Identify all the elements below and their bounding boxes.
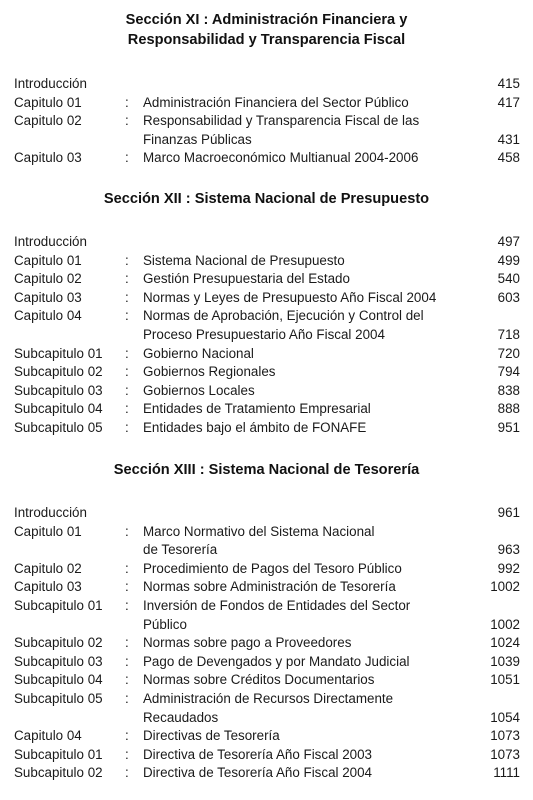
- entry-separator: :: [125, 113, 129, 129]
- entry-title: Directivas de Tesorería: [143, 728, 280, 744]
- entry-separator: :: [125, 560, 129, 576]
- entry-page-number: 1073: [490, 728, 520, 744]
- entry-label: Capitulo 02: [14, 271, 82, 287]
- entry-separator: :: [125, 635, 129, 651]
- toc-entry: [0, 381, 533, 400]
- entry-separator: :: [125, 94, 129, 110]
- toc-entry: [0, 130, 533, 149]
- entry-separator: :: [125, 672, 129, 688]
- entry-label: Capitulo 04: [14, 728, 82, 744]
- entry-page-number: 963: [497, 542, 520, 558]
- toc-entry: [0, 615, 533, 634]
- toc-entry: [0, 633, 533, 652]
- toc-entry: [0, 596, 533, 615]
- entry-page-number: 961: [497, 505, 520, 520]
- entry-page-number: 1002: [490, 616, 520, 632]
- entry-title: Normas de Aprobación, Ejecución y Control del: [143, 308, 424, 324]
- entry-title: Pago de Devengados y por Mandato Judicial: [143, 653, 410, 669]
- toc-entry: [0, 251, 533, 270]
- entry-label: Subcapitulo 05: [14, 691, 103, 706]
- entry-title: Normas sobre Administración de Tesorería: [143, 579, 396, 595]
- entry-title: Entidades bajo el ámbito de FONAFE: [143, 420, 367, 435]
- entry-label: Subcapitulo 03: [14, 382, 103, 398]
- entry-separator: :: [125, 345, 129, 361]
- section-title: Sección XII : Sistema Nacional de Presupuesto: [103, 191, 430, 207]
- entry-label: Subcapitulo 05: [14, 420, 103, 435]
- entry-title: Gestión Presupuestaria del Estado: [143, 271, 350, 287]
- toc-entry: [0, 745, 533, 764]
- entry-separator: :: [125, 289, 129, 305]
- entry-separator: :: [125, 308, 129, 324]
- entry-label: Capitulo 01: [14, 252, 82, 268]
- entry-separator: :: [125, 523, 129, 539]
- entry-title: Directiva de Tesorería Año Fiscal 2004: [143, 765, 372, 781]
- entry-title: Finanzas Públicas: [143, 131, 252, 147]
- entry-page-number: 951: [497, 420, 520, 435]
- entry-title: Gobiernos Regionales: [143, 364, 276, 380]
- toc-entry: [0, 399, 533, 418]
- section-title: Sección XIII : Sistema Nacional de Tesorería: [113, 462, 420, 478]
- toc-entry: [0, 325, 533, 344]
- toc-entry: [0, 148, 533, 167]
- entry-separator: :: [125, 364, 129, 380]
- entry-title: Administración Financiera del Sector Público: [143, 94, 409, 110]
- entry-label: Introducción: [14, 234, 87, 249]
- entry-page-number: 499: [497, 252, 520, 268]
- entry-title: Procedimiento de Pagos del Tesoro Público: [143, 560, 402, 576]
- entry-page-number: 1051: [490, 672, 520, 688]
- toc-entry: [0, 689, 533, 708]
- toc-entry: [0, 74, 533, 93]
- entry-title: Administración de Recursos Directamente: [143, 691, 394, 706]
- entry-separator: :: [125, 401, 129, 417]
- entry-title: Inversión de Fondos de Entidades del Sector: [143, 598, 411, 613]
- entry-label: Subcapitulo 04: [14, 401, 103, 417]
- toc-entry: [0, 232, 533, 251]
- entry-title: Normas y Leyes de Presupuesto Año Fiscal 2004: [143, 289, 437, 305]
- entry-title: Directiva de Tesorería Año Fiscal 2003: [143, 746, 372, 762]
- entry-page-number: 603: [497, 289, 520, 305]
- entry-title: Sistema Nacional de Presupuesto: [143, 252, 345, 268]
- entry-page-number: 1054: [490, 709, 520, 725]
- entry-page-number: 720: [497, 345, 520, 361]
- entry-label: Subcapitulo 02: [14, 635, 103, 651]
- toc-entry: [0, 559, 533, 578]
- toc-entry: [0, 503, 533, 522]
- entry-page-number: 888: [497, 401, 520, 417]
- toc-entry: [0, 344, 533, 363]
- entry-separator: :: [125, 746, 129, 762]
- entry-page-number: 794: [497, 364, 520, 380]
- entry-separator: :: [125, 420, 129, 435]
- toc-entry: [0, 93, 533, 112]
- entry-label: Subcapitulo 02: [14, 765, 103, 781]
- entry-label: Capitulo 04: [14, 308, 82, 324]
- entry-page-number: 458: [497, 150, 520, 166]
- toc-entry: [0, 522, 533, 541]
- entry-page-number: 431: [497, 131, 520, 147]
- entry-page-number: 992: [497, 560, 520, 576]
- entry-label: Subcapitulo 01: [14, 598, 103, 613]
- entry-title: Público: [143, 616, 187, 632]
- entry-title: Recaudados: [143, 709, 219, 725]
- entry-label: Capitulo 02: [14, 560, 82, 576]
- entry-title: Entidades de Tratamiento Empresarial: [143, 401, 371, 417]
- entry-separator: :: [125, 579, 129, 595]
- entry-title: Responsabilidad y Transparencia Fiscal de las: [143, 113, 420, 129]
- entry-separator: :: [125, 765, 129, 781]
- entry-label: Introducción: [14, 505, 87, 520]
- entry-separator: :: [125, 252, 129, 268]
- entry-separator: :: [125, 691, 129, 706]
- toc-entry: [0, 306, 533, 325]
- entry-label: Subcapitulo 03: [14, 653, 103, 669]
- toc-entry: [0, 418, 533, 437]
- entry-page-number: 415: [497, 76, 520, 91]
- entry-separator: :: [125, 653, 129, 669]
- entry-label: Capitulo 03: [14, 150, 82, 166]
- toc-entry: [0, 577, 533, 596]
- toc-entry: [0, 670, 533, 689]
- entry-label: Capitulo 01: [14, 523, 82, 539]
- entry-label: Subcapitulo 02: [14, 364, 103, 380]
- entry-label: Subcapitulo 04: [14, 672, 103, 688]
- entry-page-number: 1073: [490, 746, 520, 762]
- entry-page-number: 1039: [490, 653, 520, 669]
- entry-label: Subcapitulo 01: [14, 746, 103, 762]
- toc-entry: [0, 540, 533, 559]
- entry-separator: :: [125, 382, 129, 398]
- entry-label: Capitulo 03: [14, 579, 82, 595]
- entry-label: Capitulo 02: [14, 113, 82, 129]
- entry-page-number: 1111: [493, 765, 520, 781]
- entry-separator: :: [125, 271, 129, 287]
- section-title: Responsabilidad y Transparencia Fiscal: [127, 32, 406, 48]
- entry-title: de Tesorería: [143, 542, 218, 558]
- entry-label: Capitulo 03: [14, 289, 82, 305]
- toc-entry: [0, 362, 533, 381]
- entry-title: Proceso Presupuestario Año Fiscal 2004: [143, 327, 385, 342]
- entry-label: Introducción: [14, 76, 87, 91]
- section-title: Sección XI : Administración Financiera y: [125, 12, 408, 28]
- entry-separator: :: [125, 728, 129, 744]
- entry-title: Gobierno Nacional: [143, 345, 254, 361]
- toc-entry: [0, 763, 533, 782]
- entry-page-number: 417: [497, 94, 520, 110]
- entry-label: Subcapitulo 01: [14, 345, 103, 361]
- entry-page-number: 1024: [490, 635, 520, 651]
- toc-entry: [0, 708, 533, 727]
- entry-separator: :: [125, 598, 129, 613]
- toc-entry: [0, 652, 533, 671]
- entry-label: Capitulo 01: [14, 94, 82, 110]
- toc-entry: [0, 726, 533, 745]
- entry-page-number: 540: [497, 271, 520, 287]
- entry-page-number: 497: [497, 234, 520, 249]
- entry-separator: :: [125, 150, 129, 166]
- entry-title: Marco Macroeconómico Multianual 2004-2006: [143, 150, 419, 166]
- entry-title: Normas sobre Créditos Documentarios: [143, 672, 375, 688]
- toc-entry: [0, 269, 533, 288]
- toc-entry: [0, 288, 533, 307]
- toc-entry: [0, 111, 533, 130]
- entry-page-number: 838: [497, 382, 520, 398]
- entry-title: Marco Normativo del Sistema Nacional: [143, 523, 375, 539]
- entry-title: Normas sobre pago a Proveedores: [143, 635, 352, 651]
- entry-title: Gobiernos Locales: [143, 382, 255, 398]
- entry-page-number: 718: [497, 327, 520, 342]
- entry-page-number: 1002: [490, 579, 520, 595]
